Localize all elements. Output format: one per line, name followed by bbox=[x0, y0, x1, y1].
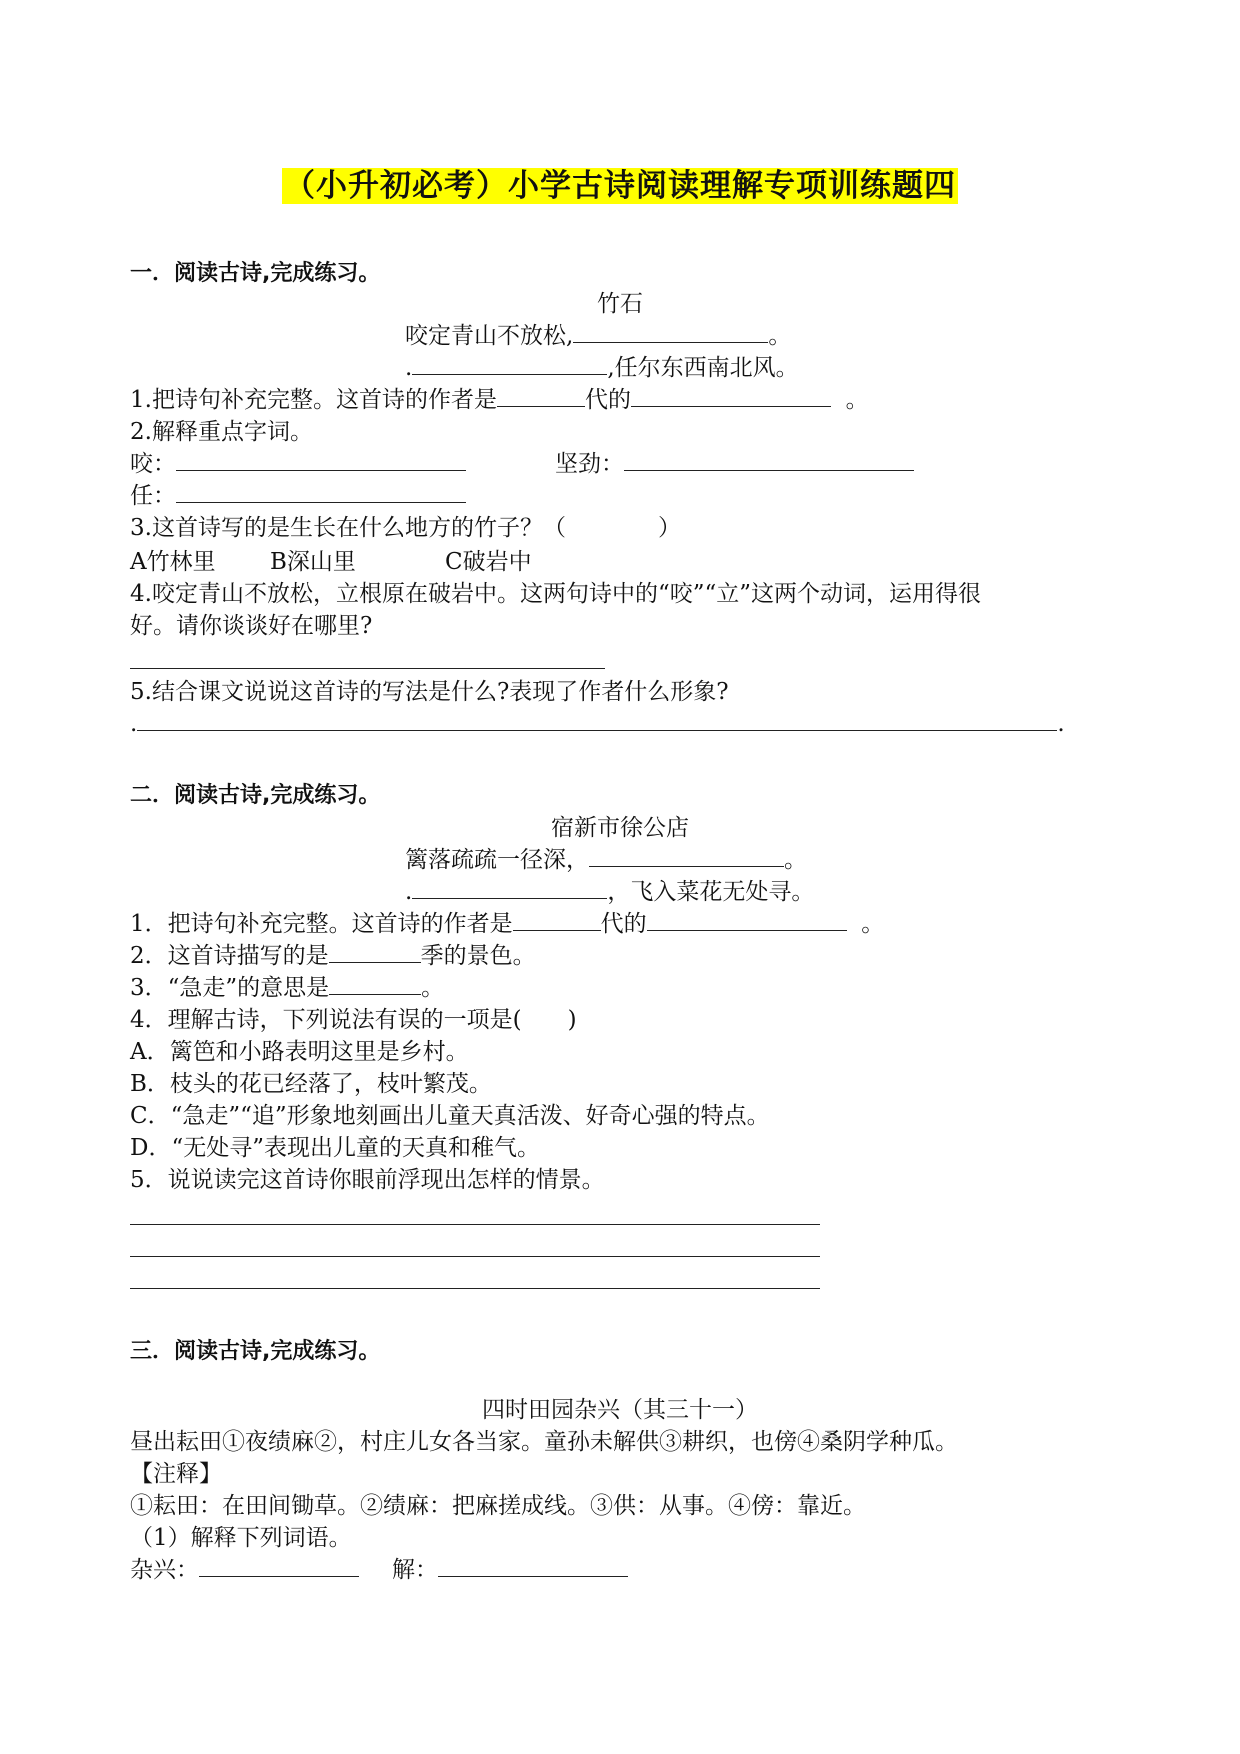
section2-poem-title: 宿新市徐公店 bbox=[551, 815, 689, 841]
section1-question-4-line1: 4.咬定青山不放松，立根原在破岩中。这两句诗中的“咬”“立”这两个动词，运用得很 bbox=[130, 581, 981, 607]
s3-zaxing-label: 杂兴： bbox=[130, 1557, 199, 1583]
s2-q3-meaning-blank[interactable] bbox=[329, 972, 421, 995]
section1-q3-option-b: B深山里 bbox=[270, 549, 356, 575]
section3-poem-title: 四时田园杂兴（其三十一） bbox=[482, 1397, 758, 1423]
section3-note-heading: 【注释】 bbox=[130, 1461, 222, 1487]
section2-question-2 bbox=[130, 940, 536, 972]
section1-question-2: 2.解释重点字词。 bbox=[130, 419, 313, 445]
q2-jianjin-blank[interactable] bbox=[624, 448, 914, 471]
poem-line1-text: 咬定青山不放松, bbox=[405, 323, 574, 349]
q5-answer-prefix: . bbox=[130, 711, 138, 737]
s2-q2-text-end: 季的景色。 bbox=[420, 943, 536, 969]
section2-q4-option-c: C．“急走”“追”形象地刻画出儿童天真活泼、好奇心强的特点。 bbox=[130, 1103, 770, 1129]
poem-line2-prefix: . bbox=[405, 355, 413, 381]
poem-line2-text: ,任尔东西南北风。 bbox=[607, 355, 799, 381]
section2-question-4: 4．理解古诗，下列说法有误的一项是( ) bbox=[130, 1007, 577, 1033]
section1-question-5: 5.结合课文说说这首诗的写法是什么?表现了作者什么形象? bbox=[130, 679, 729, 705]
section2-question-3 bbox=[130, 972, 444, 1004]
q2-yao-blank[interactable] bbox=[176, 448, 466, 471]
section3-poem-text: 昼出耘田①夜绩麻②，村庄儿女各当家。童孙未解供③耕织，也傍④桑阴学种瓜。 bbox=[130, 1429, 958, 1455]
section1-question-4-line2: 好。请你谈谈好在哪里? bbox=[130, 613, 373, 639]
section3-note-text: ①耘田：在田间锄草。②绩麻：把麻搓成线。③供：从事。④傍：靠近。 bbox=[130, 1493, 866, 1519]
section1-question-3: 3.这首诗写的是生长在什么地方的竹子？（ ） bbox=[130, 515, 681, 541]
section1-question-1 bbox=[130, 384, 869, 416]
q2-jianjin-label: 坚劲： bbox=[555, 451, 624, 477]
section1-poem-line2 bbox=[405, 352, 799, 384]
s2-q3-text: 3．“急走”的意思是 bbox=[130, 975, 330, 1001]
section1-q3-option-a: A竹林里 bbox=[130, 549, 216, 575]
q1-end: 。 bbox=[845, 387, 869, 413]
section2-question-5: 5．说说读完这首诗你眼前浮现出怎样的情景。 bbox=[130, 1167, 605, 1193]
section2-poem-line1 bbox=[405, 844, 807, 876]
page-title bbox=[0, 160, 1240, 205]
section1-q3-option-c: C破岩中 bbox=[445, 549, 532, 575]
section2-question-1 bbox=[130, 908, 884, 940]
s2-q3-end: 。 bbox=[421, 975, 445, 1001]
q1-text: 1.把诗句补充完整。这首诗的作者是 bbox=[130, 387, 497, 413]
q5-answer-blank[interactable] bbox=[137, 708, 1057, 731]
poem2-line1-end: 。 bbox=[784, 847, 807, 873]
poem-line1-blank[interactable] bbox=[573, 320, 768, 343]
section2-q4-option-a: A．篱笆和小路表明这里是乡村。 bbox=[130, 1039, 469, 1065]
q1-author-blank[interactable] bbox=[631, 384, 831, 407]
s3-zaxing-blank[interactable] bbox=[199, 1554, 359, 1577]
section2-heading: 二．阅读古诗,完成练习。 bbox=[130, 783, 381, 808]
s2-q1-text: 1．把诗句补充完整。这首诗的作者是 bbox=[130, 911, 513, 937]
section3-q1-zaxing bbox=[130, 1554, 359, 1586]
poem2-line2-prefix: . bbox=[405, 879, 413, 905]
q1-dynasty-blank[interactable] bbox=[497, 384, 585, 407]
s2-q1-end: 。 bbox=[861, 911, 885, 937]
section2-poem-line2 bbox=[405, 876, 814, 908]
q1-text-mid: 代的 bbox=[584, 387, 631, 413]
poem2-line1-text: 篱落疏疏一径深， bbox=[405, 847, 589, 873]
section2-q4-option-d: D．“无处寻”表现出儿童的天真和稚气。 bbox=[130, 1135, 540, 1161]
section3-heading: 三．阅读古诗,完成练习。 bbox=[130, 1339, 381, 1364]
q2-ren-label: 任： bbox=[130, 483, 176, 509]
s2-q1-dynasty-blank[interactable] bbox=[513, 908, 601, 931]
section2-q4-option-b: B．枝头的花已经落了，枝叶繁茂。 bbox=[130, 1071, 492, 1097]
s2-q2-season-blank[interactable] bbox=[329, 940, 421, 963]
section3-q1-jie bbox=[392, 1554, 628, 1586]
section1-heading: 一．阅读古诗,完成练习。 bbox=[130, 261, 381, 286]
poem2-line2-text: ，飞入菜花无处寻。 bbox=[607, 879, 815, 905]
s2-q5-answer-line-1[interactable] bbox=[130, 1224, 820, 1225]
s2-q1-author-blank[interactable] bbox=[647, 908, 847, 931]
q5-answer-suffix: . bbox=[1057, 711, 1065, 737]
section1-q2-jianjin bbox=[555, 448, 914, 480]
q2-yao-label: 咬： bbox=[130, 451, 176, 477]
section1-q5-answer bbox=[130, 708, 1065, 740]
q4-answer-line[interactable] bbox=[130, 668, 605, 669]
s3-jie-label: 解： bbox=[392, 1557, 438, 1583]
s2-q1-text-mid: 代的 bbox=[600, 911, 647, 937]
section3-question-1: （1）解释下列词语。 bbox=[130, 1525, 352, 1551]
s2-q5-answer-line-3[interactable] bbox=[130, 1288, 820, 1289]
poem-line1-end: 。 bbox=[768, 323, 792, 349]
s2-q2-text: 2．这首诗描写的是 bbox=[130, 943, 329, 969]
section1-q2-yao bbox=[130, 448, 466, 480]
section1-q2-ren bbox=[130, 480, 466, 512]
section1-poem-title: 竹石 bbox=[597, 291, 643, 317]
poem2-line2-blank[interactable] bbox=[412, 876, 607, 899]
s3-jie-blank[interactable] bbox=[438, 1554, 628, 1577]
s2-q5-answer-line-2[interactable] bbox=[130, 1256, 820, 1257]
poem-line2-blank[interactable] bbox=[412, 352, 607, 375]
title-highlight: （小升初必考）小学古诗阅读理解专项训练题四 bbox=[284, 168, 956, 204]
poem2-line1-blank[interactable] bbox=[589, 844, 784, 867]
q2-ren-blank[interactable] bbox=[176, 480, 466, 503]
section1-poem-line1 bbox=[405, 320, 791, 352]
